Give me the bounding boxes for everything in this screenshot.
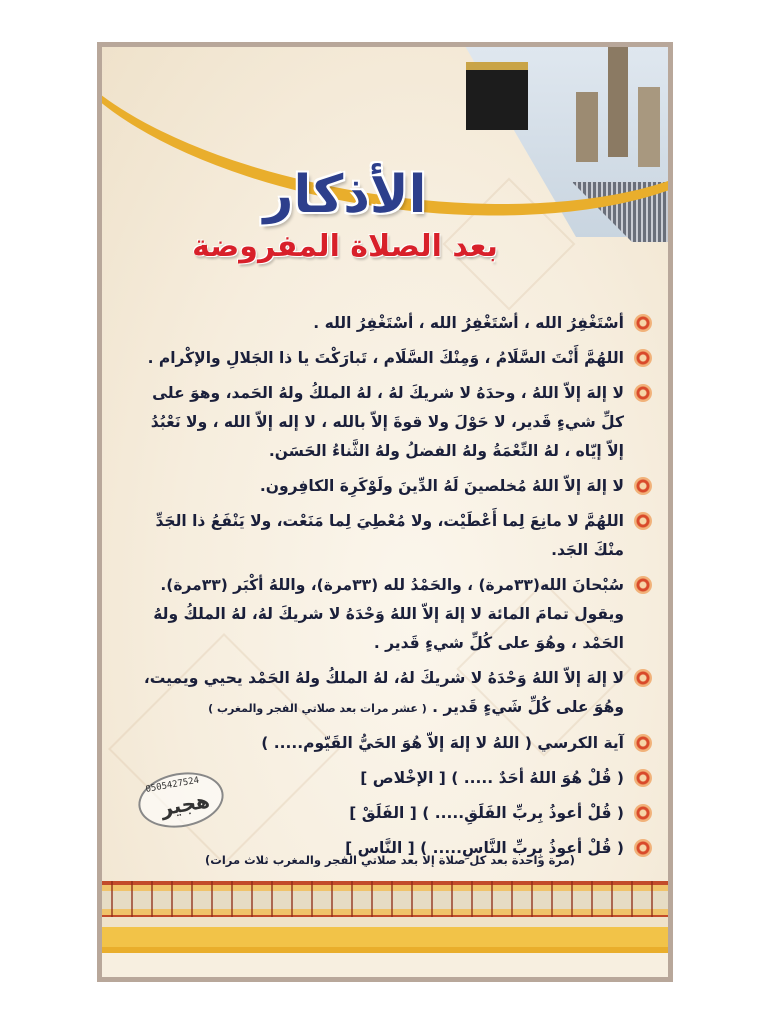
flower-bullet-icon: [634, 669, 652, 687]
dhikr-text: ( قُلْ أعوذُ بِربِّ الفَلَقِ..... ) [ الفَلَقْ ]: [349, 804, 624, 822]
flower-bullet-icon: [634, 384, 652, 402]
flower-bullet-icon: [634, 734, 652, 752]
adhkar-card: [102, 47, 668, 977]
dhikr-text: اللهُمَّ أَنْتَ السَّلَامُ ، وَمِنْكَ السَّلَام ، تَبارَكْتَ يا ذا الجَلالِ والإكْرام .: [147, 349, 624, 367]
stamp-name: هجير: [159, 788, 212, 821]
dhikr-text: آية الكرسي ( اللهُ لا إلهَ إلاّ هُوَ الحَيُّ القَيّوم..... ): [261, 734, 624, 752]
footer-note: (مرة واحدة بعد كل صلاة إلا بعد صلاتي الفجر والمغرب ثلاث مرات): [205, 853, 575, 867]
dhikr-text: أسْتَغْفِرُ الله ، أسْتَغْفِرُ الله ، أسْتَغْفِرُ الله .: [313, 314, 624, 332]
dhikr-text: سُبْحانَ الله(٣٣مرة) ، والحَمْدُ لله (٣٣مرة)، واللهُ أكْبَر (٣٣مرة). ويقول تمامَ المائة لا إلهَ إلاّ اللهُ وَحْدَهُ لا شريكَ لهُ، لهُ الملكُ ولهُ الحَمْد ، وهُوَ على كُلِّ شيءٍ قَدير .: [153, 576, 624, 652]
page-subtitle: بعد الصلاة المفروضة: [192, 229, 498, 264]
flower-bullet-icon: [634, 576, 652, 594]
dhikr-item: [130, 664, 654, 723]
ornamental-border: [102, 881, 668, 919]
dhikr-item: [130, 571, 654, 658]
flower-bullet-icon: [634, 769, 652, 787]
poster-frame: [97, 42, 673, 982]
gold-bottom-strip: [102, 917, 668, 977]
page-title: الأذكار: [263, 165, 427, 225]
dhikr-text: ( قُلْ أعوذُ بِربِّ النَّاسِ..... ) [ النَّاس ]: [345, 839, 624, 857]
dhikr-text: ( قُلْ هُوَ اللهُ أحَدٌ ..... ) [ الإخْلاص ]: [360, 769, 624, 787]
dhikr-item: [130, 729, 654, 758]
dhikr-item: [130, 309, 654, 338]
flower-bullet-icon: [634, 477, 652, 495]
dhikr-item: [130, 344, 654, 373]
flower-bullet-icon: [634, 314, 652, 332]
dhikr-text: لا إلهَ إلاّ اللهُ مُخلصينَ لَهُ الدِّينَ ولَوْكَرِهَ الكافِرون.: [259, 477, 624, 495]
stamp-phone: 0505427524: [144, 775, 200, 795]
dhikr-item: [130, 472, 654, 501]
flower-bullet-icon: [634, 349, 652, 367]
flower-bullet-icon: [634, 804, 652, 822]
repetition-note: ( عشر مرات بعد صلاتي الفجر والمغرب ): [208, 702, 427, 715]
dhikr-item: [130, 379, 654, 466]
dhikr-item: [130, 507, 654, 565]
dhikr-text: اللهُمَّ لا مانِعَ لِما أَعْطَيْت، ولا مُعْطِيَ لِما مَنَعْت، ولا يَنْفَعُ ذا الجَدِّ منْكَ الجَد.: [155, 512, 624, 559]
dhikr-text: لا إلهَ إلاّ اللهُ وَحْدَهُ لا شريكَ لهُ، لهُ الملكُ ولهُ الحَمْد يحيي ويميت، وهُوَ على كُلِّ شَيءٍ قَدير .: [143, 669, 624, 716]
dhikr-text: لا إلهَ إلاّ اللهُ ، وحدَهُ لا شريكَ لهُ ، لهُ الملكُ ولهُ الحَمد، وهوَ على كلِّ شيءٍ قَدير، لا حَوْلَ ولا قوةَ إلاّ بالله ، لا إله إلاّ الله ، ولا نَعْبُدُ إلاّ إيّاه ، لهُ النِّعْمَةُ ولهُ الفضلُ ولهُ الثَّناءُ الحَسَن.: [150, 384, 624, 460]
flower-bullet-icon: [634, 512, 652, 530]
